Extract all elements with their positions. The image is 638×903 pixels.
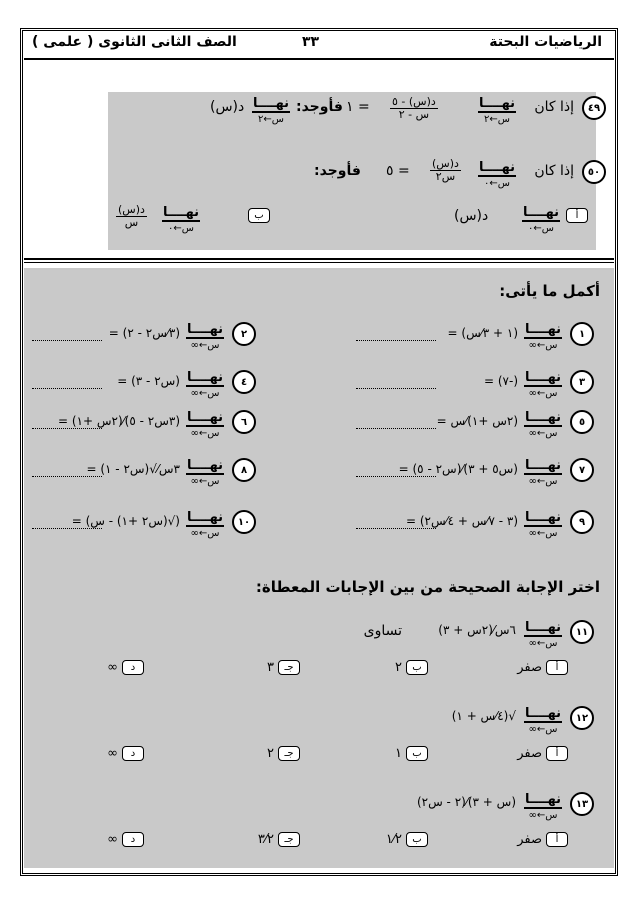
option-text: صفر (517, 660, 542, 675)
limit-block (524, 793, 562, 822)
limit-subscript: س←٢ (258, 114, 284, 125)
option-text: صفر (517, 832, 542, 847)
limit-subscript: س←∞ (190, 528, 220, 539)
limit-block (186, 323, 224, 352)
limit-subscript: س←٠ (168, 223, 194, 234)
section-divider-1 (24, 258, 614, 260)
limit-block (524, 323, 562, 352)
q50-equals: = ٥ (386, 163, 410, 179)
limit-subscript: س←∞ (528, 724, 558, 735)
q49-target: د(س) (210, 99, 245, 115)
q50-b-limit (162, 206, 200, 235)
question-number-١١: ١١ (570, 620, 594, 644)
q50-intro: إذا كان (534, 163, 574, 179)
item-expression: (س٢ - ٣) = (117, 374, 180, 388)
item-number-4: ٤ (232, 370, 256, 394)
answer-blank (32, 464, 102, 477)
option-badge-3: جـ (278, 746, 300, 761)
question-tail: تساوى (363, 623, 402, 639)
limit-word: نهــــا (186, 322, 224, 337)
limit-block (186, 459, 224, 488)
item-expression: (-٧) = (483, 374, 518, 388)
option-b-badge: ب (248, 208, 270, 223)
option-text: ٢ (267, 746, 274, 761)
item-expression: (١ + ٣⁄س) = (447, 326, 518, 340)
question-expression: ٦س⁄(٢س + ٣) (438, 623, 516, 637)
limit-subscript: س←∞ (528, 476, 558, 487)
fraction-numerator: د(س) (118, 203, 145, 216)
limit-word: نهــــا (478, 96, 516, 111)
option-badge-4: د (122, 746, 144, 761)
limit-word: نهــــا (524, 370, 562, 385)
option-text: ∞ (107, 660, 118, 675)
limit-block (524, 411, 562, 440)
q50-fraction (430, 158, 461, 183)
limit-subscript: س←∞ (528, 340, 558, 351)
limit-subscript: س←∞ (528, 428, 558, 439)
option-text: ١ (395, 746, 402, 761)
limit-word: نهــــا (524, 792, 562, 807)
limit-block (186, 371, 224, 400)
answer-blank (32, 416, 102, 429)
q50-b-fraction (116, 204, 147, 229)
fraction-numerator: د(س) - ٥ (392, 95, 436, 108)
limit-word: نهــــا (524, 706, 562, 721)
limit-block (186, 511, 224, 540)
fraction-numerator: د(س) (432, 157, 459, 170)
choose-heading: اختر الإجابة الصحيحة من بين الإجابات المعطاة: (255, 578, 600, 596)
item-expression: (س٥ + ٣)⁄(س٢ - ٥) = (398, 462, 518, 476)
answer-blank (356, 328, 436, 341)
answer-blank (356, 464, 436, 477)
item-number-10: ١٠ (232, 510, 256, 534)
answer-blank (32, 516, 102, 529)
answer-blank (356, 376, 436, 389)
header-divider (24, 58, 614, 60)
item-number-9: ٩ (570, 510, 594, 534)
limit-block (524, 707, 562, 736)
question-number-50: ٥٠ (582, 160, 606, 184)
limit-block (524, 511, 562, 540)
option-badge-4: د (122, 832, 144, 847)
option-text: ٣⁄٢ (257, 832, 274, 847)
limit-word: نهــــا (186, 510, 224, 525)
item-expression: (٣⁄س٢ - ٢) = (108, 326, 180, 340)
q49-find: فأوجد: (296, 99, 343, 115)
question-number-١٣: ١٣ (570, 792, 594, 816)
fraction-denominator: س (124, 216, 139, 229)
q50-find: فأوجد: (314, 163, 361, 179)
option-badge-2: ب (406, 832, 428, 847)
item-number-3: ٣ (570, 370, 594, 394)
limit-block (186, 411, 224, 440)
complete-heading: أكمل ما يأتى: (499, 282, 600, 300)
limit-block (524, 621, 562, 650)
limit-word: نهــــا (252, 96, 290, 111)
limit-subscript: س←∞ (528, 388, 558, 399)
limit-subscript: س←٠ (528, 223, 554, 234)
q49-limit (478, 97, 516, 126)
answer-blank (356, 516, 436, 529)
limit-subscript: س←٢ (484, 114, 510, 125)
option-badge-1: أ (546, 746, 568, 761)
item-expression: (٣س٢ - ٥)⁄(٢س +١) = (57, 414, 180, 428)
limit-word: نهــــا (522, 205, 560, 220)
item-number-2: ٢ (232, 322, 256, 346)
section-divider-2 (24, 262, 614, 263)
option-a-badge: أ (566, 208, 588, 223)
item-number-5: ٥ (570, 410, 594, 434)
option-text: ١⁄٢ (385, 832, 402, 847)
item-number-6: ٦ (232, 410, 256, 434)
limit-word: نهــــا (524, 322, 562, 337)
limit-word: نهــــا (524, 510, 562, 525)
option-text: ٢ (395, 660, 402, 675)
answer-blank (32, 328, 102, 341)
question-expression: (س + ٣)⁄(٢ - س٢) (416, 795, 516, 809)
q50-a-expr: د(س) (454, 208, 489, 224)
item-number-8: ٨ (232, 458, 256, 482)
q50-limit (478, 161, 516, 190)
q49-target-limit (252, 97, 290, 126)
option-badge-2: ب (406, 660, 428, 675)
fraction-denominator: س - ٢ (398, 108, 430, 121)
option-badge-1: أ (546, 832, 568, 847)
q49-intro: إذا كان (534, 99, 574, 115)
question-number-49: ٤٩ (582, 96, 606, 120)
limit-word: نهــــا (478, 160, 516, 175)
answer-blank (32, 376, 102, 389)
q49-fraction (390, 96, 438, 121)
limit-subscript: س←∞ (528, 528, 558, 539)
option-text: ∞ (107, 746, 118, 761)
option-badge-1: أ (546, 660, 568, 675)
q49-equals: = ١ (346, 99, 370, 115)
item-expression: (√(س٢ +١) - س) = (71, 514, 180, 528)
option-badge-2: ب (406, 746, 428, 761)
limit-subscript: س←∞ (190, 428, 220, 439)
exercise-panel (24, 268, 614, 868)
limit-word: نهــــا (162, 205, 200, 220)
item-expression: ٣س⁄√(س٢ - ١) = (86, 462, 180, 476)
option-badge-3: جـ (278, 660, 300, 675)
limit-subscript: س←∞ (190, 476, 220, 487)
limit-word: نهــــا (524, 620, 562, 635)
page-number: ٣٣ (302, 34, 320, 50)
limit-word: نهــــا (186, 410, 224, 425)
option-badge-4: د (122, 660, 144, 675)
limit-subscript: س←٠ (484, 178, 510, 189)
limit-block (524, 371, 562, 400)
item-expression: (٣ - ٧⁄س + ٤⁄س٢) = (405, 514, 518, 528)
option-text: ٣ (267, 660, 274, 675)
limit-subscript: س←∞ (528, 638, 558, 649)
option-badge-3: جـ (278, 832, 300, 847)
limit-subscript: س←∞ (190, 340, 220, 351)
limit-word: نهــــا (186, 458, 224, 473)
grade-title: الصف الثانى الثانوى ( علمى ) (32, 34, 237, 50)
limit-word: نهــــا (186, 370, 224, 385)
item-number-7: ٧ (570, 458, 594, 482)
limit-block (524, 459, 562, 488)
question-number-١٢: ١٢ (570, 706, 594, 730)
q50-a-limit (522, 206, 560, 235)
fraction-denominator: س٢ (435, 170, 456, 183)
option-text: ∞ (107, 832, 118, 847)
subject-title: الرياضيات البحتة (489, 34, 602, 50)
limit-subscript: س←∞ (190, 388, 220, 399)
item-expression: (٢س +١)⁄س = (436, 414, 518, 428)
question-expression: √(٤⁄س + ١) (451, 709, 516, 723)
limit-subscript: س←∞ (528, 810, 558, 821)
limit-word: نهــــا (524, 458, 562, 473)
item-number-1: ١ (570, 322, 594, 346)
answer-blank (356, 416, 436, 429)
option-text: صفر (517, 746, 542, 761)
limit-word: نهــــا (524, 410, 562, 425)
